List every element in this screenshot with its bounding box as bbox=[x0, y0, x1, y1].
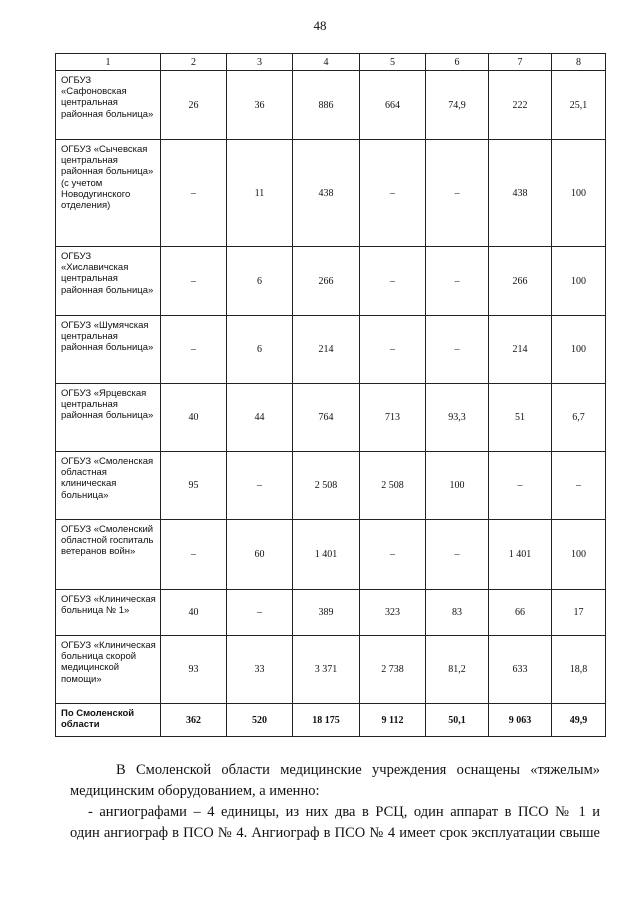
total-cell: 18 175 bbox=[293, 704, 360, 737]
table-row bbox=[56, 316, 606, 384]
table-row bbox=[56, 636, 606, 704]
table-cell: 214 bbox=[293, 316, 360, 384]
total-cell: 9 063 bbox=[489, 704, 552, 737]
column-header: 4 bbox=[293, 54, 360, 71]
table-cell: 664 bbox=[360, 71, 426, 140]
table-cell: – bbox=[552, 452, 606, 520]
table-cell: 81,2 bbox=[426, 636, 489, 704]
org-name-cell: ОГБУЗ «Хиславичская центральная районная больница» bbox=[56, 247, 161, 316]
table-cell: – bbox=[489, 452, 552, 520]
table-cell: 3 371 bbox=[293, 636, 360, 704]
paragraph-angiographs bbox=[70, 802, 600, 844]
table-cell: 18,8 bbox=[552, 636, 606, 704]
table-cell: – bbox=[426, 140, 489, 247]
table-header-row bbox=[56, 54, 606, 71]
table-cell: 2 738 bbox=[360, 636, 426, 704]
column-header: 1 bbox=[56, 54, 161, 71]
table-cell: 266 bbox=[293, 247, 360, 316]
table-cell: 1 401 bbox=[293, 520, 360, 590]
table-cell: 93,3 bbox=[426, 384, 489, 452]
column-header: 7 bbox=[489, 54, 552, 71]
table-cell: 2 508 bbox=[293, 452, 360, 520]
column-header: 2 bbox=[161, 54, 227, 71]
total-row bbox=[56, 704, 606, 737]
table-cell: 266 bbox=[489, 247, 552, 316]
table-cell: – bbox=[161, 316, 227, 384]
table-cell: 633 bbox=[489, 636, 552, 704]
org-name-cell: ОГБУЗ «Клиническая больница № 1» bbox=[56, 590, 161, 636]
table-cell: – bbox=[360, 247, 426, 316]
table-cell: – bbox=[227, 452, 293, 520]
table-cell: 26 bbox=[161, 71, 227, 140]
table-cell: 74,9 bbox=[426, 71, 489, 140]
table-cell: 438 bbox=[489, 140, 552, 247]
paragraph-line: один ангиограф в ПСО № 4. Ангиограф в ПСО № 4 имеет срок эксплуатации свыше bbox=[70, 825, 600, 841]
table-cell: 100 bbox=[552, 316, 606, 384]
total-cell: 520 bbox=[227, 704, 293, 737]
page-number: 48 bbox=[313, 18, 327, 33]
total-cell: 362 bbox=[161, 704, 227, 737]
table-row bbox=[56, 384, 606, 452]
table-cell: 100 bbox=[552, 247, 606, 316]
table-cell: – bbox=[227, 590, 293, 636]
table-cell: 44 bbox=[227, 384, 293, 452]
table-row bbox=[56, 590, 606, 636]
table-cell: 60 bbox=[227, 520, 293, 590]
total-cell: 49,9 bbox=[552, 704, 606, 737]
total-cell: 9 112 bbox=[360, 704, 426, 737]
table-cell: 438 bbox=[293, 140, 360, 247]
table-cell: 17 bbox=[552, 590, 606, 636]
org-name-cell: ОГБУЗ «Шумячская центральная районная больница» bbox=[56, 316, 161, 384]
table-cell: 100 bbox=[426, 452, 489, 520]
table-cell: 66 bbox=[489, 590, 552, 636]
column-header: 6 bbox=[426, 54, 489, 71]
table-cell: 6 bbox=[227, 316, 293, 384]
org-name-cell: ОГБУЗ «Сафоновская центральная районная больница» bbox=[56, 71, 161, 140]
table-cell: – bbox=[360, 520, 426, 590]
table-cell: – bbox=[161, 140, 227, 247]
org-name-cell: ОГБУЗ «Ярцевская центральная районная больница» bbox=[56, 384, 161, 452]
table-cell: 11 bbox=[227, 140, 293, 247]
table-row bbox=[56, 247, 606, 316]
table-cell: 93 bbox=[161, 636, 227, 704]
table-cell: 33 bbox=[227, 636, 293, 704]
table-cell: 214 bbox=[489, 316, 552, 384]
org-name-cell: ОГБУЗ «Смоленский областной госпиталь ветеранов войн» bbox=[56, 520, 161, 590]
table-cell: 713 bbox=[360, 384, 426, 452]
table-cell: – bbox=[161, 247, 227, 316]
equipment-table bbox=[55, 53, 606, 737]
table-cell: 323 bbox=[360, 590, 426, 636]
table-cell: 40 bbox=[161, 590, 227, 636]
table-cell: – bbox=[360, 140, 426, 247]
table-cell: 83 bbox=[426, 590, 489, 636]
total-label-cell: По Смоленской области bbox=[56, 704, 161, 737]
column-header: 5 bbox=[360, 54, 426, 71]
table-cell: 40 bbox=[161, 384, 227, 452]
table-cell: 95 bbox=[161, 452, 227, 520]
paragraph-line: В Смоленской области медицинские учреждения оснащены «тяжелым» bbox=[116, 762, 600, 778]
table-row bbox=[56, 71, 606, 140]
table-cell: 100 bbox=[552, 520, 606, 590]
table-cell: 6 bbox=[227, 247, 293, 316]
table-cell: 389 bbox=[293, 590, 360, 636]
table-cell: – bbox=[360, 316, 426, 384]
table-row bbox=[56, 140, 606, 247]
table-cell: – bbox=[426, 316, 489, 384]
table-row bbox=[56, 452, 606, 520]
paragraph-equipment-intro bbox=[70, 760, 600, 802]
table-cell: 764 bbox=[293, 384, 360, 452]
table-cell: 886 bbox=[293, 71, 360, 140]
table-cell: 6,7 bbox=[552, 384, 606, 452]
table-cell: 2 508 bbox=[360, 452, 426, 520]
table-cell: 1 401 bbox=[489, 520, 552, 590]
org-name-cell: ОГБУЗ «Сычевская центральная районная больница» (с учетом Новодугинского отделения) bbox=[56, 140, 161, 247]
table-cell: 100 bbox=[552, 140, 606, 247]
table-cell: 36 bbox=[227, 71, 293, 140]
org-name-cell: ОГБУЗ «Клиническая больница скорой медицинской помощи» bbox=[56, 636, 161, 704]
table-cell: 222 bbox=[489, 71, 552, 140]
table-cell: 25,1 bbox=[552, 71, 606, 140]
table-cell: – bbox=[426, 520, 489, 590]
column-header: 8 bbox=[552, 54, 606, 71]
table-cell: 51 bbox=[489, 384, 552, 452]
table-cell: – bbox=[161, 520, 227, 590]
paragraph-line: - ангиографами – 4 единицы, из них два в РСЦ, один аппарат в ПСО № 1 и bbox=[88, 804, 600, 820]
table-row bbox=[56, 520, 606, 590]
paragraph-line: медицинским оборудованием, а именно: bbox=[70, 783, 320, 799]
total-cell: 50,1 bbox=[426, 704, 489, 737]
org-name-cell: ОГБУЗ «Смоленская областная клиническая больница» bbox=[56, 452, 161, 520]
column-header: 3 bbox=[227, 54, 293, 71]
table-cell: – bbox=[426, 247, 489, 316]
